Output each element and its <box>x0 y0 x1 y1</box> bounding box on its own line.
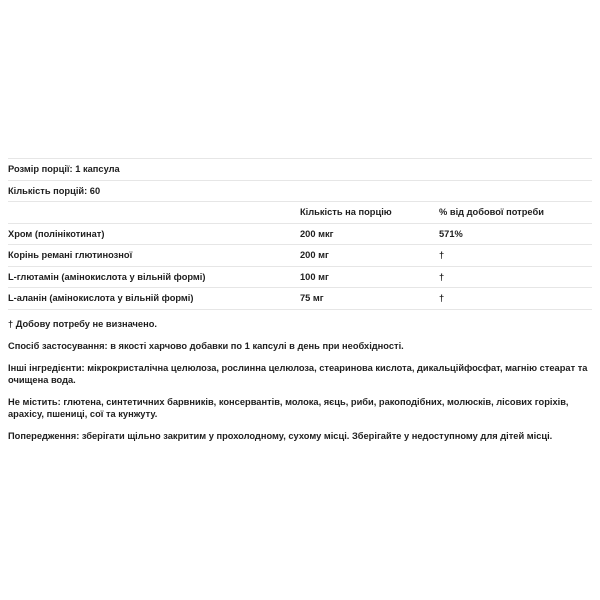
servings-row <box>8 181 592 203</box>
dv-header: % від добової потреби <box>439 207 544 217</box>
table-row <box>8 267 592 289</box>
ingredient-dv: † <box>439 250 445 260</box>
serving-size-row <box>8 159 592 181</box>
ingredient-amount: 75 мг <box>300 293 324 303</box>
notes <box>8 318 594 452</box>
supplement-facts-table <box>8 158 592 310</box>
ingredient-dv: † <box>439 271 445 282</box>
usage-text: Спосіб застосування: в якості харчово добавки по 1 капсулі в день при необхідності. <box>8 341 404 351</box>
ingredient-dv: 571% <box>439 228 463 239</box>
ingredient-name: L-аланін (амінокислота у вільній формі) <box>8 293 194 303</box>
servings-count: Кількість порцій: 60 <box>8 185 101 196</box>
serving-size: Розмір порції: 1 капсула <box>8 164 120 174</box>
header-row <box>8 202 592 224</box>
ingredient-amount: 200 мг <box>300 250 329 260</box>
amount-header: Кількість на порцію <box>300 207 392 217</box>
ingredient-dv: † <box>439 293 445 303</box>
table-row <box>8 245 592 267</box>
ingredient-amount: 100 мг <box>300 271 329 282</box>
footnote: † Добову потребу не визначено. <box>8 319 157 329</box>
ingredient-name: Корінь ремані глютинозної <box>8 250 133 260</box>
warning-text: Попередження: зберігати щільно закритим у прохолодному, сухому місці. Зберігайте у недоступному для дітей місці. <box>8 431 553 441</box>
table-row <box>8 288 592 310</box>
ingredient-amount: 200 мкг <box>300 228 334 239</box>
other-ingredients: Інші інгредієнти: мікрокристалічна целюлоза, рослинна целюлоза, стеаринова кислота, дикальційфосфат, магнію стеарат та очищена вода. <box>8 363 588 385</box>
ingredient-name: L-глютамін (амінокислота у вільній формі) <box>8 271 206 282</box>
table-row <box>8 224 592 246</box>
allergen-free: Не містить: глютена, синтетичних барвників, консервантів, молока, яєць, риби, ракоподібних, молюсків, лісових горіхів, арахісу, пшениці, сої та кунжуту. <box>8 397 569 419</box>
ingredient-name: Хром (полінікотинат) <box>8 228 105 239</box>
